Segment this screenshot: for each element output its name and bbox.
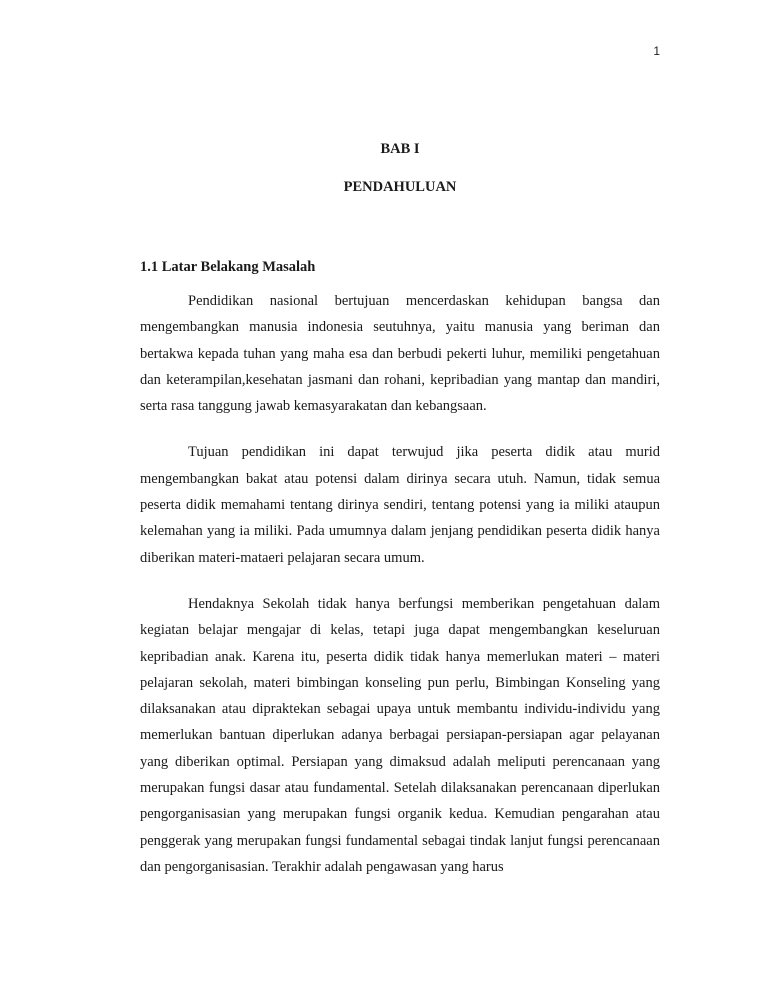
chapter-title: PENDAHULUAN	[343, 179, 457, 195]
paragraph-3: Hendaknya Sekolah tidak hanya berfungsi memberikan pengetahuan dalam kegiatan belajar mengajar di kelas, tetapi juga dapat mengembangkan keseluruan kepribadian anak. Karena itu, peserta didik tidak hanya memerlukan materi – materi pelajaran sekolah, materi bimbingan konseling pun perlu, Bimbingan Konseling yang dilaksanakan atau dipraktekan sebagai upaya untuk membantu individu-individu yang memerlukan bantuan diperlukan adanya berbagai persiapan-persiapan agar pelayanan yang diberikan optimal. Persiapan yang dimaksud adalah meliputi perencanaan yang merupakan fungsi dasar atau fundamental. Setelah dilaksanakan perencanaan diperlukan pengorganisasian yang merupakan fungsi organik kedua. Kemudian pengarahan atau penggerak yang merupakan fungsi fundamental sebagai tindak lanjut fungsi perencanaan dan pengorganisasian. Terakhir adalah pengawasan yang harus	[140, 595, 660, 875]
chapter-label: BAB I	[380, 141, 420, 157]
paragraph-1: Pendidikan nasional bertujuan mencerdaskan kehidupan bangsa dan mengembangkan manusia indonesia seutuhnya, yaitu manusia yang beriman dan bertakwa kepada tuhan yang maha esa dan berbudi pekerti luhur, memiliki pengetahuan dan keterampilan,kesehatan jasmani dan rohani, kepribadian yang mantap dan mandiri, serta rasa tanggung jawab kemasyarakatan dan kebangsaan.	[140, 293, 660, 415]
section-title: 1.1 Latar Belakang Masalah	[140, 259, 316, 275]
paragraph-2: Tujuan pendidikan ini dapat terwujud jika peserta didik atau murid mengembangkan bakat atau potensi dalam dirinya secara utuh. Namun, tidak semua peserta didik memahami tentang dirinya sendiri, tentang potensi yang ia miliki ataupun kelemahan yang ia miliki. Pada umumnya dalam jenjang pendidikan peserta didik hanya diberikan materi-mataeri pelajaran secara umum.	[140, 444, 660, 566]
body-text	[140, 288, 660, 900]
page-number: 1	[653, 44, 660, 58]
